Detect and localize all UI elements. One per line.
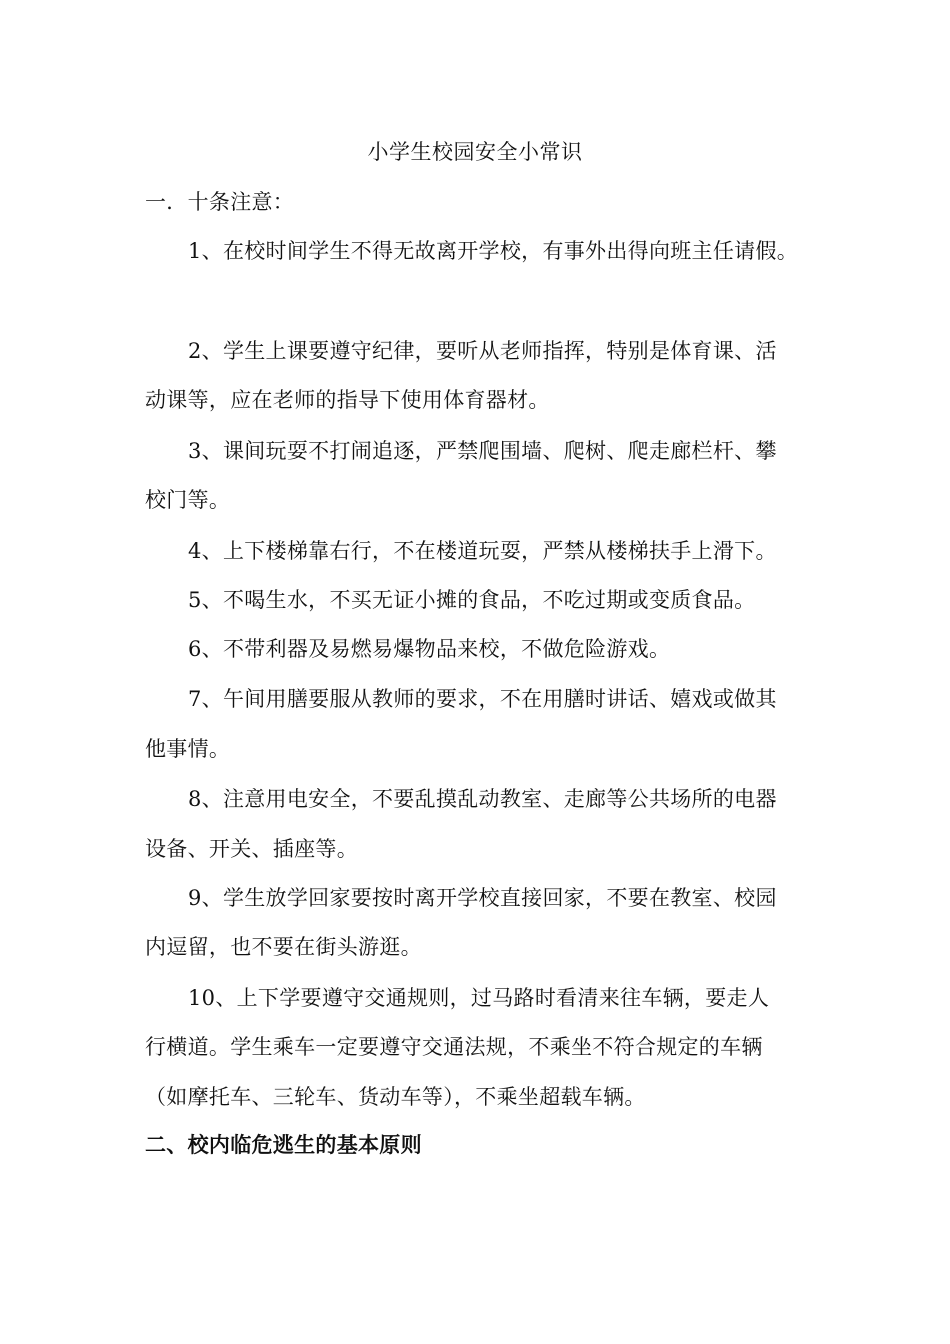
rule-item-10-line-3: （如摩托车、三轮车、货动车等），不乘坐超载车辆。: [145, 1085, 646, 1109]
rule-item-7-line-2: 他事情。: [145, 737, 231, 761]
rule-item-6-line-1: 6、不带利器及易燃易爆物品来校，不做危险游戏。: [188, 637, 671, 661]
rule-item-9-line-2: 内逗留，也不要在街头游逛。: [145, 935, 422, 959]
rule-item-5-line-1: 5、不喝生水，不买无证小摊的食品，不吃过期或变质食品。: [188, 588, 756, 612]
rule-item-2-line-1: 2、学生上课要遵守纪律，要听从老师指挥，特别是体育课、活: [188, 339, 777, 363]
rule-item-2-line-2: 动课等，应在老师的指导下使用体育器材。: [145, 388, 550, 412]
rule-item-10-line-2: 行横道。学生乘车一定要遵守交通法规，不乘坐不符合规定的车辆: [145, 1035, 763, 1059]
rule-item-4-line-1: 4、上下楼梯靠右行，不在楼道玩耍，严禁从楼梯扶手上滑下。: [188, 539, 777, 563]
rule-item-9-line-1: 9、学生放学回家要按时离开学校直接回家，不要在教室、校园: [188, 886, 777, 910]
rule-item-8-line-2: 设备、开关、插座等。: [145, 837, 358, 861]
section-heading-1: 一．十条注意：: [145, 190, 295, 214]
rule-item-8-line-1: 8、注意用电安全，不要乱摸乱动教室、走廊等公共场所的电器: [188, 787, 777, 811]
rule-item-10-line-1: 10、上下学要遵守交通规则，过马路时看清来往车辆，要走人: [188, 986, 770, 1010]
document-title: 小学生校园安全小常识: [367, 140, 583, 164]
rule-item-3-line-1: 3、课间玩耍不打闹追逐，严禁爬围墙、爬树、爬走廊栏杆、攀: [188, 439, 777, 463]
rule-item-1-line-1: 1、在校时间学生不得无故离开学校，有事外出得向班主任请假。: [188, 239, 799, 263]
rule-item-3-line-2: 校门等。: [145, 488, 231, 512]
section-heading-2: 二、校内临危逃生的基本原则: [145, 1133, 422, 1157]
rule-item-7-line-1: 7、午间用膳要服从教师的要求，不在用膳时讲话、嬉戏或做其: [188, 687, 777, 711]
